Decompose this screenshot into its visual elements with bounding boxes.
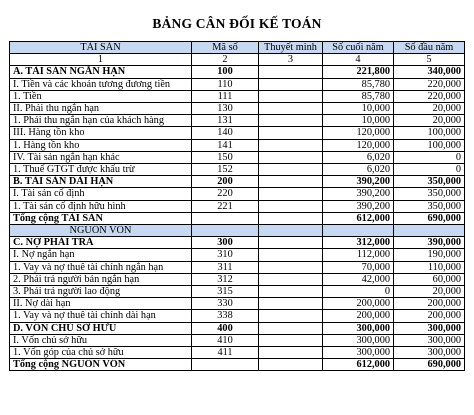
code-cell: 130 [192,103,259,115]
beginning-of-year-cell: 300,000 [394,322,465,334]
code-cell: 311 [192,261,259,273]
code-cell: 410 [192,334,259,346]
note-cell [259,151,323,163]
note-cell [259,298,323,310]
row-label: I. Vốn chủ sở hữu [10,334,192,346]
code-cell: 152 [192,164,259,176]
end-of-year-cell: 85,780 [323,78,394,90]
beginning-of-year-cell: 20,000 [394,103,465,115]
row-label: 1. Vay và nợ thuê tài chính ngắn hạn [10,261,192,273]
beginning-of-year-cell: 0 [394,151,465,163]
code-cell: 100 [192,66,259,78]
beginning-of-year-cell: 350,000 [394,188,465,200]
note-cell [259,115,323,127]
row-label: Tổng cộng TÀI SẢN [10,212,192,224]
note-cell [259,273,323,285]
beginning-of-year-cell: 220,000 [394,90,465,102]
table-row [10,139,465,151]
end-of-year-cell: 10,000 [323,103,394,115]
index-cell: 1 [10,54,192,66]
table-row [10,334,465,346]
table-row [10,66,465,78]
table-row [10,322,465,334]
table-row [10,188,465,200]
table-row [10,249,465,261]
index-cell: 4 [323,54,394,66]
row-label: 1. Tiền [10,90,192,102]
end-of-year-cell: 112,000 [323,249,394,261]
table-row [10,200,465,212]
index-cell: 3 [259,54,323,66]
row-label: B. TÀI SẢN DÀI HẠN [10,176,192,188]
row-label: C. NỢ PHẢI TRẢ [10,237,192,249]
note-cell [259,127,323,139]
end-of-year-cell: 85,780 [323,90,394,102]
code-cell [192,359,259,371]
beginning-of-year-cell: 200,000 [394,310,465,322]
index-cell: 5 [394,54,465,66]
end-of-year-cell: 612,000 [323,359,394,371]
row-label: A. TÀI SẢN NGẮN HẠN [10,66,192,78]
end-of-year-cell: 300,000 [323,334,394,346]
note-cell [259,66,323,78]
row-label: 1. Thuế GTGT được khấu trừ [10,164,192,176]
end-of-year-cell: 390,200 [323,176,394,188]
beginning-of-year-cell: 0 [394,164,465,176]
end-of-year-cell: 300,000 [323,322,394,334]
code-cell: 150 [192,151,259,163]
code-cell: 400 [192,322,259,334]
beginning-of-year-cell: 350,000 [394,200,465,212]
row-label: IV. Tài sản ngắn hạn khác [10,151,192,163]
column-index-row [10,54,465,66]
note-cell [259,139,323,151]
table-row [10,298,465,310]
empty-cell [323,225,394,237]
empty-cell [192,225,259,237]
beginning-of-year-cell: 200,000 [394,298,465,310]
table-row [10,212,465,224]
end-of-year-cell: 120,000 [323,139,394,151]
note-cell [259,237,323,249]
empty-cell [394,225,465,237]
row-label: 1. Vốn góp của chủ sở hữu [10,347,192,359]
index-cell: 2 [192,54,259,66]
code-cell [192,212,259,224]
code-cell: 220 [192,188,259,200]
note-cell [259,310,323,322]
table-row [10,261,465,273]
end-of-year-cell: 200,000 [323,310,394,322]
beginning-of-year-cell: 340,000 [394,66,465,78]
beginning-of-year-cell: 20,000 [394,286,465,298]
end-of-year-cell: 221,800 [323,66,394,78]
row-label: II. Nợ dài hạn [10,298,192,310]
table-row [10,347,465,359]
end-of-year-cell: 42,000 [323,273,394,285]
code-cell: 312 [192,273,259,285]
note-cell [259,261,323,273]
header-cell: Số đầu năm [394,42,465,54]
code-cell: 131 [192,115,259,127]
row-label: I. Tiền và các khoản tương đương tiền [10,78,192,90]
section-header-row [10,225,465,237]
row-label: 3. Phải trả người lao động [10,286,192,298]
end-of-year-cell: 612,000 [323,212,394,224]
end-of-year-cell: 10,000 [323,115,394,127]
table-row [10,78,465,90]
end-of-year-cell: 6,020 [323,151,394,163]
end-of-year-cell: 70,000 [323,261,394,273]
end-of-year-cell: 312,000 [323,237,394,249]
note-cell [259,164,323,176]
code-cell: 111 [192,90,259,102]
beginning-of-year-cell: 220,000 [394,78,465,90]
note-cell [259,103,323,115]
beginning-of-year-cell: 690,000 [394,212,465,224]
code-cell: 330 [192,298,259,310]
end-of-year-cell: 0 [323,286,394,298]
code-cell: 140 [192,127,259,139]
table-row [10,237,465,249]
table-row [10,164,465,176]
note-cell [259,347,323,359]
table-row [10,127,465,139]
beginning-of-year-cell: 690,000 [394,359,465,371]
row-label: I. Tài sản cố định [10,188,192,200]
note-cell [259,286,323,298]
end-of-year-cell: 300,000 [323,347,394,359]
end-of-year-cell: 390,200 [323,200,394,212]
row-label: Tổng cộng NGUỒN VỐN [10,359,192,371]
code-cell: 221 [192,200,259,212]
row-label: 1. Phải thu ngắn hạn của khách hàng [10,115,192,127]
end-of-year-cell: 6,020 [323,164,394,176]
table-row [10,176,465,188]
code-cell: 310 [192,249,259,261]
note-cell [259,200,323,212]
header-cell: Thuyết minh [259,42,323,54]
beginning-of-year-cell: 300,000 [394,334,465,346]
note-cell [259,78,323,90]
beginning-of-year-cell: 300,000 [394,347,465,359]
row-label: III. Hàng tồn kho [10,127,192,139]
table-row [10,310,465,322]
code-cell: 300 [192,237,259,249]
code-cell: 315 [192,286,259,298]
beginning-of-year-cell: 110,000 [394,261,465,273]
code-cell: 141 [192,139,259,151]
header-cell: Mã số [192,42,259,54]
row-label: 1. Hàng tồn kho [10,139,192,151]
note-cell [259,176,323,188]
note-cell [259,334,323,346]
balance-sheet-table [9,41,465,371]
table-row [10,90,465,102]
row-label: D. VỐN CHỦ SỞ HỮU [10,322,192,334]
row-label: 2. Phải trả người bán ngắn hạn [10,273,192,285]
header-cell: TÀI SẢN [10,42,192,54]
note-cell [259,188,323,200]
empty-cell [259,225,323,237]
header-row [10,42,465,54]
table-row [10,115,465,127]
row-label: II. Phải thu ngắn hạn [10,103,192,115]
beginning-of-year-cell: 100,000 [394,139,465,151]
note-cell [259,90,323,102]
note-cell [259,359,323,371]
beginning-of-year-cell: 190,000 [394,249,465,261]
note-cell [259,212,323,224]
header-cell: Số cuối năm [323,42,394,54]
code-cell: 200 [192,176,259,188]
table-row [10,273,465,285]
code-cell: 411 [192,347,259,359]
beginning-of-year-cell: 100,000 [394,127,465,139]
beginning-of-year-cell: 350,000 [394,176,465,188]
table-row [10,103,465,115]
code-cell: 338 [192,310,259,322]
beginning-of-year-cell: 60,000 [394,273,465,285]
document-title: BẢNG CÂN ĐỐI KẾ TOÁN [152,16,322,31]
table-row [10,286,465,298]
note-cell [259,249,323,261]
row-label: 1. Vay và nợ thuê tài chính dài hạn [10,310,192,322]
beginning-of-year-cell: 390,000 [394,237,465,249]
end-of-year-cell: 200,000 [323,298,394,310]
code-cell: 110 [192,78,259,90]
table-row [10,359,465,371]
note-cell [259,322,323,334]
table-row [10,151,465,163]
section-label: NGUỒN VỐN [10,225,192,237]
beginning-of-year-cell: 20,000 [394,115,465,127]
end-of-year-cell: 120,000 [323,127,394,139]
row-label: I. Nợ ngắn hạn [10,249,192,261]
end-of-year-cell: 390,200 [323,188,394,200]
row-label: 1. Tài sản cố định hữu hình [10,200,192,212]
